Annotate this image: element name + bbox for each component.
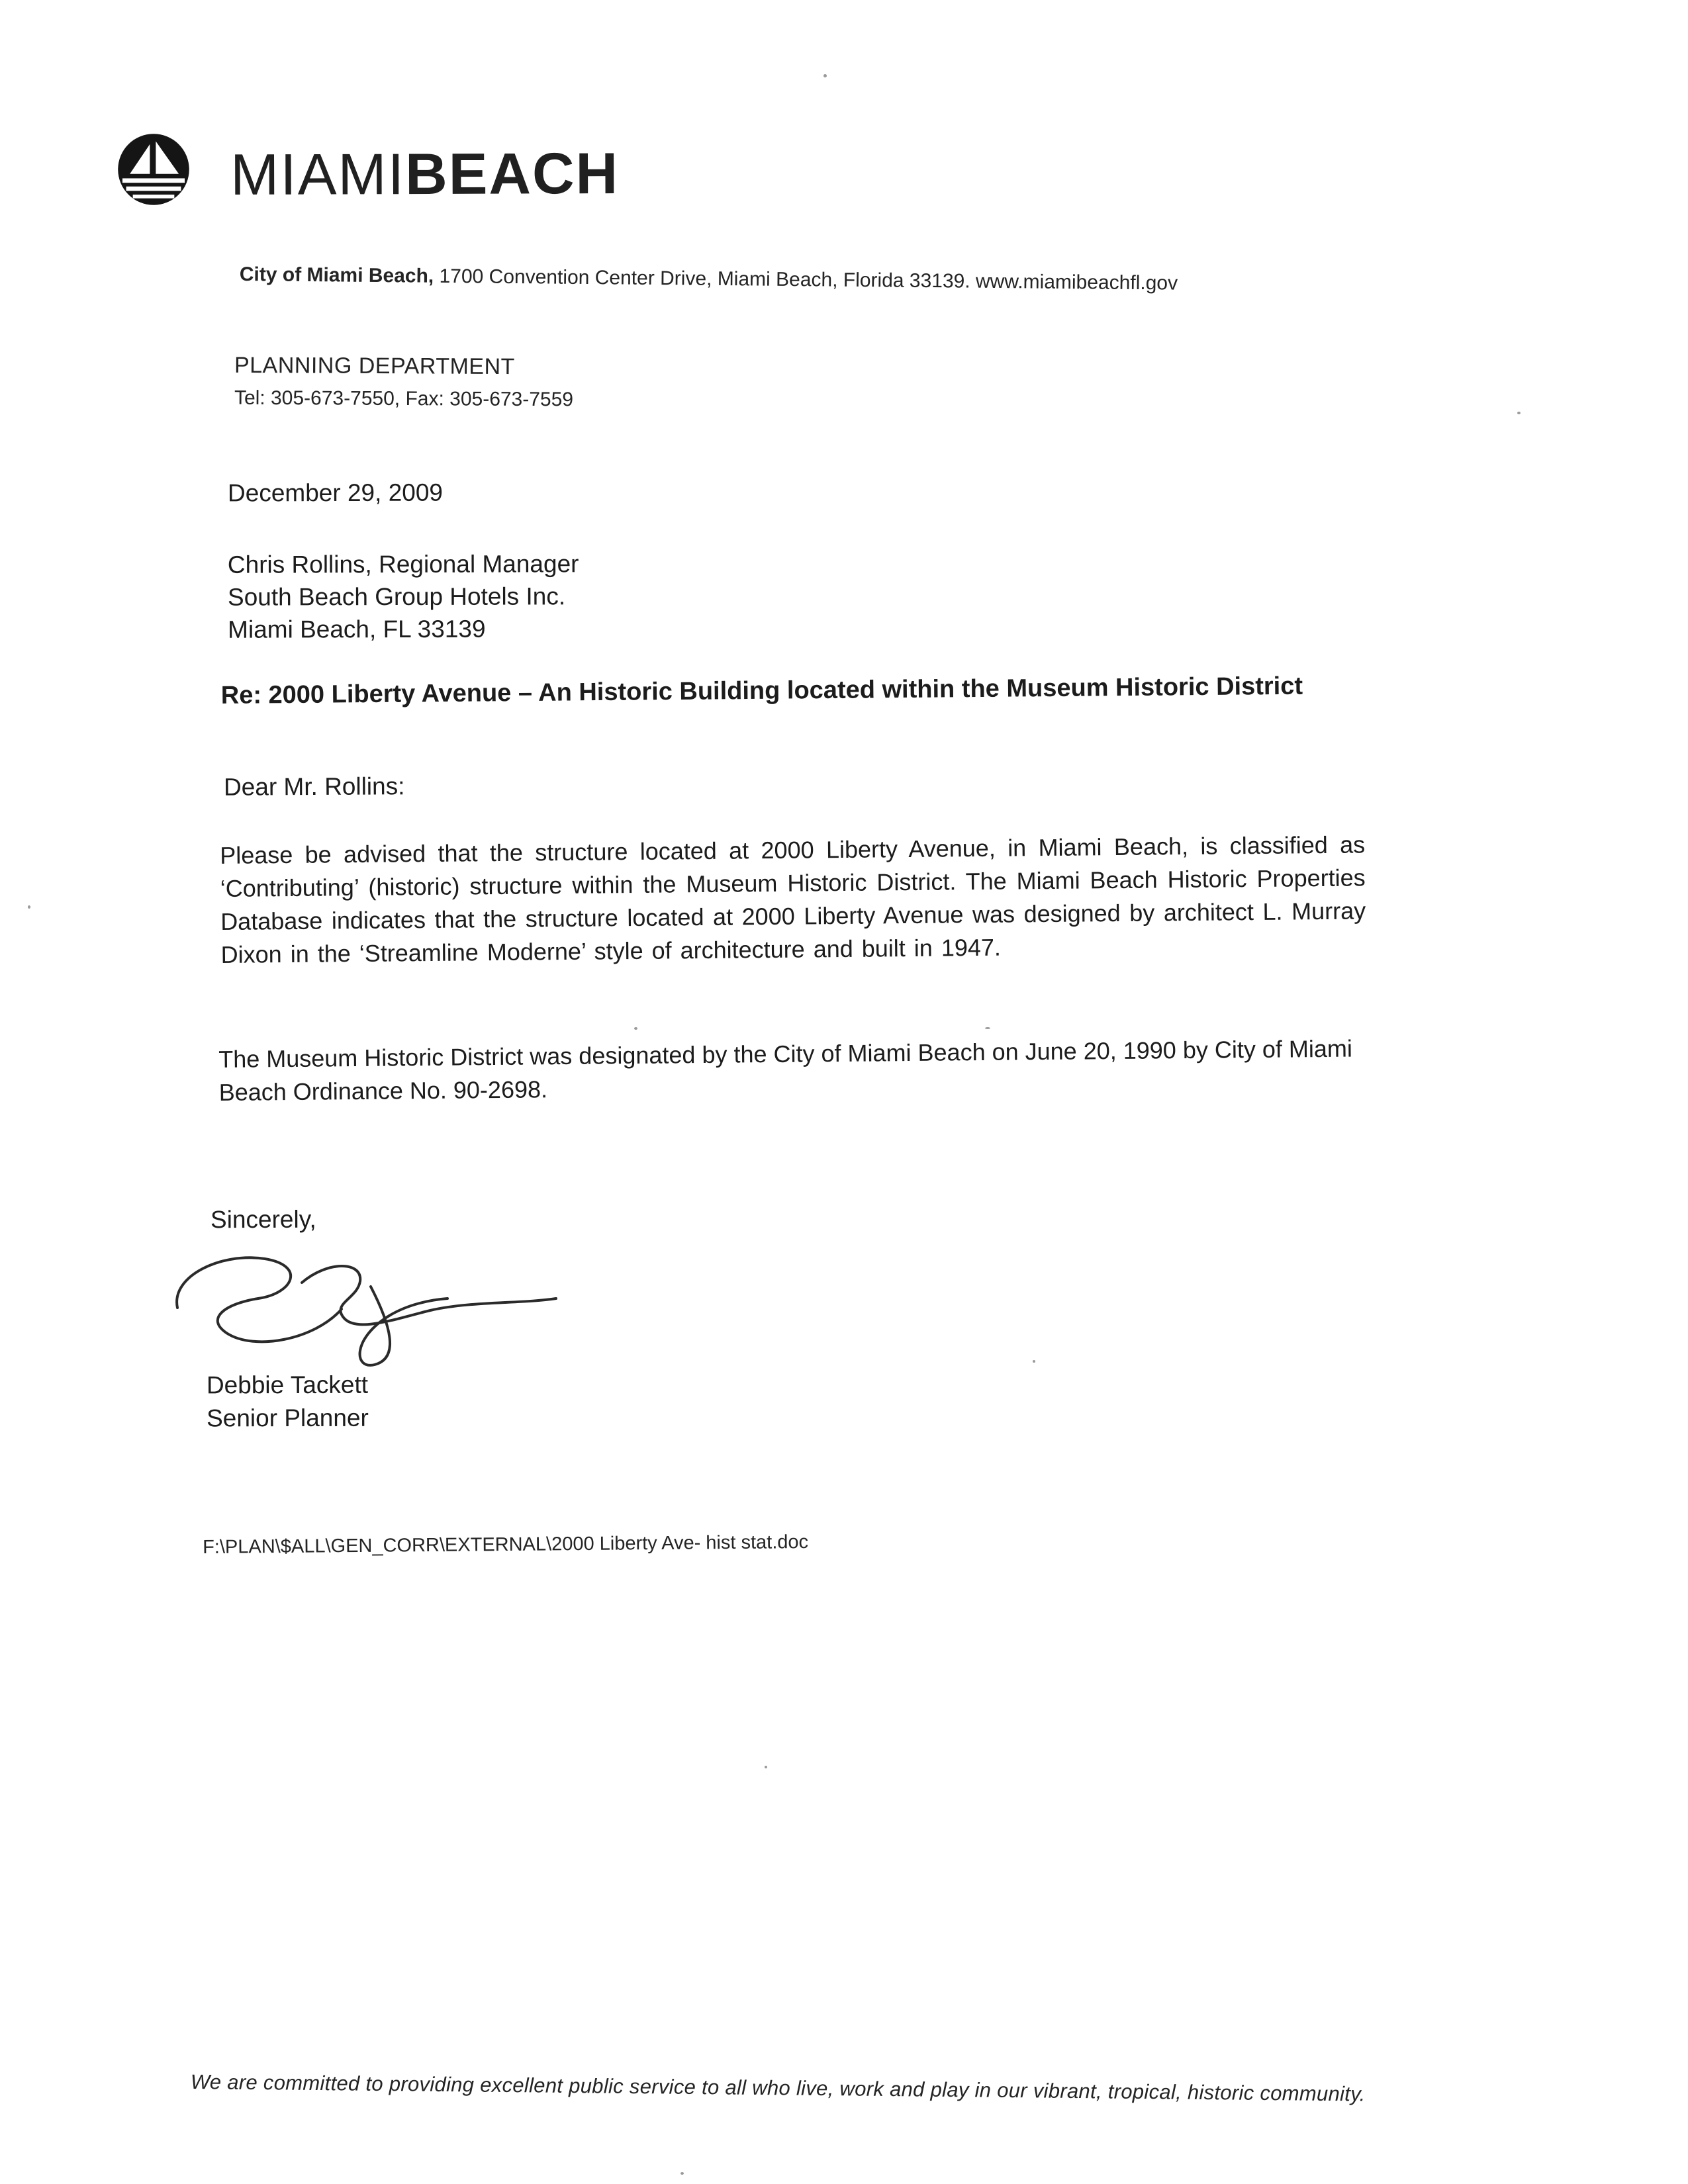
letter-date: December 29, 2009 [227,478,444,507]
letterhead-address [240,263,1178,295]
brand-wordmark [230,140,619,208]
footer-tagline: We are committed to providing excellent public service to all who live, work and play in our vibrant, tropical, historic community. [190,2070,1366,2106]
scan-speck [765,1766,767,1768]
scan-speck [680,2172,684,2175]
recipient-line: Chris Rollins, Regional Manager [227,550,579,578]
scan-speck [634,1027,637,1030]
brand-beach: BEACH [405,140,620,207]
salutation: Dear Mr. Rollins: [223,772,405,801]
miami-beach-logo-icon [117,132,191,206]
subject-line: Re: 2000 Liberty Avenue – An Historic Building located within the Museum Historic District [220,672,1303,710]
recipient-block [228,547,579,645]
body-paragraph: The Museum Historic District was designated by the City of Miami Beach on June 20, 1990 by City of Miami Beach Ordinance No. 90-2698. [218,1034,1353,1106]
recipient-line: Miami Beach, FL 33139 [228,615,486,643]
brand-miami: MIAMI [230,141,406,208]
signer-title: Senior Planner [207,1404,369,1432]
department-phone-line: Tel: 305-673-7550, Fax: 305-673-7559 [234,387,574,411]
signer-name: Debbie Tackett [206,1371,369,1399]
letterhead-address-lead: City of Miami Beach, [239,263,434,287]
body-paragraph: Please be advised that the structure located at 2000 Liberty Avenue, in Miami Beach, is classified as ‘Contributing’ (historic) structure within the Museum Historic District. The Miami Beach Historic Properties Database indicates that the structure located at 2000 Liberty Avenue was designed by architect L. Murray Dixon in the ‘Streamline Moderne’ style of architecture and built in 1947. [220,831,1366,968]
recipient-line: South Beach Group Hotels Inc. [227,582,566,611]
scan-speck [985,1027,990,1029]
scan-speck [823,74,827,77]
scan-speck [1033,1360,1035,1363]
handwritten-signature [164,1235,575,1381]
file-path: F:\PLAN\$ALL\GEN_CORR\EXTERNAL\2000 Liberty Ave- hist stat.doc [203,1531,809,1558]
scan-speck [28,905,30,909]
letterhead-address-rest: 1700 Convention Center Drive, Miami Beach, Florida 33139. www.miamibeachfl.gov [434,265,1178,295]
closing: Sincerely, [210,1205,316,1234]
signer-block [207,1369,369,1435]
department-name: PLANNING DEPARTMENT [234,352,515,380]
scan-speck [1517,412,1521,414]
